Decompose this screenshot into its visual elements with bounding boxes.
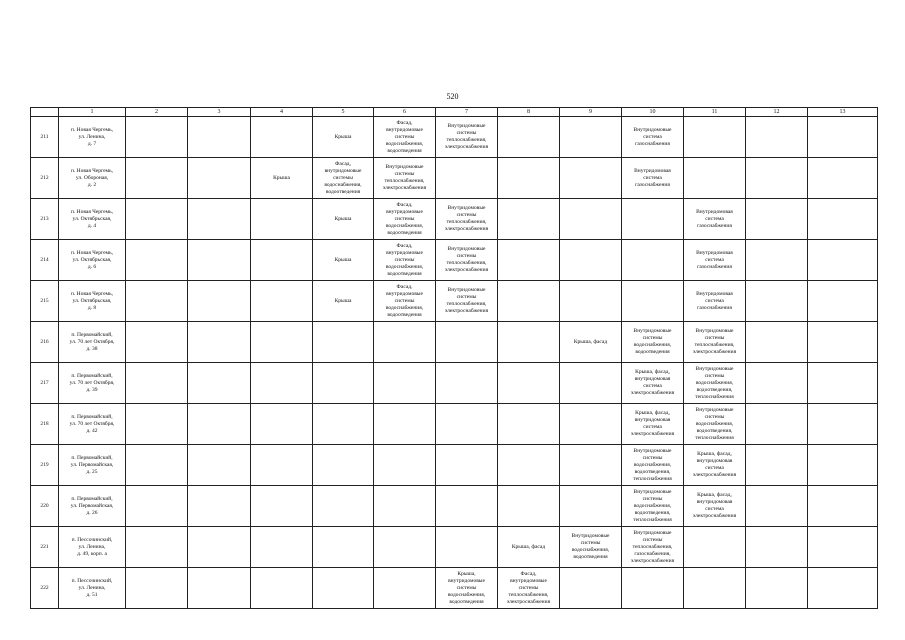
table-cell bbox=[374, 486, 436, 527]
row-number: 214 bbox=[31, 240, 59, 281]
table-cell: Крыша bbox=[313, 240, 374, 281]
table-cell bbox=[498, 240, 560, 281]
row-number: 220 bbox=[31, 486, 59, 527]
table-cell bbox=[188, 240, 251, 281]
table-row bbox=[31, 527, 878, 568]
table-cell: Внутридомовые системы водоснабжения, водоотведения, теплоснабжения bbox=[622, 486, 684, 527]
table-row bbox=[31, 199, 878, 240]
table-cell: Крыша, фасад, внутридомовая система электроснабжения bbox=[622, 363, 684, 404]
header-cell: 11 bbox=[684, 108, 746, 117]
table-cell bbox=[126, 240, 188, 281]
table-row bbox=[31, 281, 878, 322]
table-cell bbox=[126, 117, 188, 158]
table-cell bbox=[746, 404, 808, 445]
repair-schedule-table bbox=[30, 107, 878, 609]
table-cell: Внутридомовые системы теплоснабжения, электроснабжения bbox=[436, 117, 498, 158]
header-cell: 6 bbox=[374, 108, 436, 117]
header-cell: 8 bbox=[498, 108, 560, 117]
table-cell bbox=[746, 199, 808, 240]
table-cell: Крыша, фасад bbox=[560, 322, 622, 363]
table-cell: Крыша, фасад, внутридомовая система электроснабжения bbox=[684, 486, 746, 527]
table-cell bbox=[808, 117, 878, 158]
table-cell bbox=[188, 117, 251, 158]
table-cell bbox=[808, 240, 878, 281]
table-cell: Фасад, внутридомовые системы теплоснабжения, электроснабжения bbox=[498, 568, 560, 609]
address-cell: п. Первомайский, ул. 70 лет Октября, д. 38 bbox=[59, 322, 126, 363]
address-cell: п. Первомайский, ул. Первомайская, д. 25 bbox=[59, 445, 126, 486]
table-cell bbox=[251, 322, 313, 363]
table-cell: Внутридомовая система газоснабжения bbox=[622, 158, 684, 199]
table-cell bbox=[808, 199, 878, 240]
table-cell bbox=[560, 568, 622, 609]
table-cell bbox=[313, 568, 374, 609]
table-cell bbox=[808, 527, 878, 568]
table-cell bbox=[808, 404, 878, 445]
table-row bbox=[31, 117, 878, 158]
table-cell bbox=[251, 363, 313, 404]
table-cell bbox=[374, 363, 436, 404]
table-cell bbox=[560, 363, 622, 404]
row-number: 221 bbox=[31, 527, 59, 568]
table-cell bbox=[126, 568, 188, 609]
address-cell: п. Первомайский, ул. 70 лет Октября, д. 42 bbox=[59, 404, 126, 445]
table-cell bbox=[436, 158, 498, 199]
header-cell: 2 bbox=[126, 108, 188, 117]
table-row bbox=[31, 240, 878, 281]
table-cell: Фасад, внутридомовые системы водоснабжения, водоотведения bbox=[313, 158, 374, 199]
table-cell bbox=[374, 404, 436, 445]
table-cell bbox=[560, 445, 622, 486]
table-row bbox=[31, 445, 878, 486]
table-cell bbox=[808, 568, 878, 609]
table-cell bbox=[498, 404, 560, 445]
table-cell bbox=[313, 486, 374, 527]
table-cell bbox=[436, 445, 498, 486]
table-row bbox=[31, 486, 878, 527]
table-cell: Внутридомовые системы водоснабжения, водоотведения, теплоснабжения bbox=[684, 363, 746, 404]
row-number: 211 bbox=[31, 117, 59, 158]
header-cell: 12 bbox=[746, 108, 808, 117]
table-cell: Фасад, внутридомовые системы водоснабжения, водоотведения bbox=[374, 117, 436, 158]
table-cell bbox=[560, 404, 622, 445]
table-cell bbox=[560, 158, 622, 199]
table-cell: Крыша, фасад bbox=[498, 527, 560, 568]
table-row bbox=[31, 322, 878, 363]
address-cell: п. Новая Чергемь, ул. Октябрьская, д. 6 bbox=[59, 240, 126, 281]
row-number: 216 bbox=[31, 322, 59, 363]
table-cell bbox=[374, 527, 436, 568]
header-cell: 4 bbox=[251, 108, 313, 117]
table-cell bbox=[126, 158, 188, 199]
table-cell: Фасад, внутридомовые системы водоснабжения, водоотведения bbox=[374, 240, 436, 281]
table-cell bbox=[498, 322, 560, 363]
page-number: 520 bbox=[446, 92, 459, 101]
table-cell bbox=[498, 486, 560, 527]
table-cell bbox=[251, 117, 313, 158]
address-cell: п. Новая Чергемь, ул. Ленина, д. 7 bbox=[59, 117, 126, 158]
table-cell bbox=[313, 322, 374, 363]
table-cell bbox=[498, 199, 560, 240]
table-cell bbox=[746, 527, 808, 568]
table-cell bbox=[436, 363, 498, 404]
table-cell bbox=[126, 404, 188, 445]
table-cell: Внутридомовые системы водоснабжения, водоотведения, теплоснабжения bbox=[622, 445, 684, 486]
table-cell: Крыша bbox=[313, 199, 374, 240]
table-cell: Внутридомовые системы теплоснабжения, электроснабжения bbox=[436, 199, 498, 240]
table-cell: Фасад, внутридомовые системы водоснабжения, водоотведения bbox=[374, 199, 436, 240]
table-cell bbox=[436, 486, 498, 527]
table-cell bbox=[560, 281, 622, 322]
table-cell bbox=[808, 322, 878, 363]
table-cell: Внутридомовые системы водоснабжения, водоотведения, теплоснабжения bbox=[684, 404, 746, 445]
table-cell bbox=[436, 404, 498, 445]
table-cell bbox=[622, 199, 684, 240]
header-cell: 5 bbox=[313, 108, 374, 117]
table-cell bbox=[622, 281, 684, 322]
table-cell bbox=[808, 281, 878, 322]
table-cell bbox=[188, 322, 251, 363]
address-cell: п. Новая Чергемь, ул. Октябрьская, д. 8 bbox=[59, 281, 126, 322]
address-cell: п. Первомайский, ул. 70 лет Октября, д. 39 bbox=[59, 363, 126, 404]
table-cell bbox=[251, 281, 313, 322]
address-cell: п. Новая Чергемь, ул. Обороная, д. 2 bbox=[59, 158, 126, 199]
table-cell bbox=[560, 240, 622, 281]
table-cell bbox=[251, 527, 313, 568]
table-cell bbox=[188, 404, 251, 445]
table-cell bbox=[498, 281, 560, 322]
header-cell: 13 bbox=[808, 108, 878, 117]
table-cell bbox=[560, 199, 622, 240]
table-cell bbox=[126, 527, 188, 568]
table-cell bbox=[498, 158, 560, 199]
table-cell bbox=[313, 363, 374, 404]
row-number: 212 bbox=[31, 158, 59, 199]
table-cell bbox=[126, 322, 188, 363]
table-row bbox=[31, 363, 878, 404]
table-cell bbox=[251, 199, 313, 240]
table-cell bbox=[251, 568, 313, 609]
address-cell: п. Новая Чергемь, ул. Октябрьская, д. 4 bbox=[59, 199, 126, 240]
table-cell bbox=[746, 322, 808, 363]
table-cell: Внутридомовые системы теплоснабжения, электроснабжения bbox=[436, 240, 498, 281]
table-cell: Крыша bbox=[251, 158, 313, 199]
table-cell bbox=[188, 445, 251, 486]
table-cell bbox=[126, 486, 188, 527]
table-cell bbox=[126, 445, 188, 486]
table-cell bbox=[313, 445, 374, 486]
header-cell: 7 bbox=[436, 108, 498, 117]
table-cell bbox=[808, 158, 878, 199]
row-number: 218 bbox=[31, 404, 59, 445]
table-cell bbox=[498, 363, 560, 404]
table-cell bbox=[746, 486, 808, 527]
table-cell bbox=[188, 363, 251, 404]
table-cell: Внутридомовая система газоснабжения bbox=[684, 199, 746, 240]
row-number: 215 bbox=[31, 281, 59, 322]
table-cell bbox=[188, 486, 251, 527]
address-cell: п. Первомайский, ул. Первомайская, д. 26 bbox=[59, 486, 126, 527]
table-cell bbox=[188, 281, 251, 322]
header-cell: 1 bbox=[59, 108, 126, 117]
table-cell bbox=[746, 363, 808, 404]
table-cell bbox=[251, 445, 313, 486]
table-cell bbox=[126, 281, 188, 322]
table-cell bbox=[188, 568, 251, 609]
table-cell bbox=[684, 527, 746, 568]
table-cell bbox=[808, 445, 878, 486]
table-cell bbox=[251, 486, 313, 527]
table-cell bbox=[622, 240, 684, 281]
table-cell bbox=[684, 117, 746, 158]
table-cell: Крыша, внутридомовые системы водоснабжения, водоотведения bbox=[436, 568, 498, 609]
table-cell bbox=[126, 199, 188, 240]
table-cell bbox=[188, 199, 251, 240]
table-cell bbox=[560, 486, 622, 527]
table-cell bbox=[684, 568, 746, 609]
table-cell: Крыша, фасад, внутридомовая система электроснабжения bbox=[684, 445, 746, 486]
header-cell: 9 bbox=[560, 108, 622, 117]
table-cell bbox=[498, 117, 560, 158]
table-cell bbox=[436, 322, 498, 363]
table-cell: Внутридомовые системы теплоснабжения, электроснабжения bbox=[374, 158, 436, 199]
table-cell bbox=[746, 117, 808, 158]
table-cell: Внутридомовая система газоснабжения bbox=[684, 281, 746, 322]
table-cell bbox=[313, 404, 374, 445]
table-cell bbox=[313, 527, 374, 568]
table-cell bbox=[808, 486, 878, 527]
table-cell: Внутридомовые система газоснабжения bbox=[622, 117, 684, 158]
table-cell: Крыша bbox=[313, 117, 374, 158]
table-cell: Крыша, фасад, внутридомовая система электроснабжения bbox=[622, 404, 684, 445]
table-cell: Фасад, внутридомовые системы водоснабжения, водоотведения bbox=[374, 281, 436, 322]
table-cell bbox=[251, 240, 313, 281]
table-cell: Внутридомовая система газоснабжения bbox=[684, 240, 746, 281]
header-cell: 10 bbox=[622, 108, 684, 117]
header-row bbox=[31, 108, 878, 117]
table-row bbox=[31, 158, 878, 199]
table-cell bbox=[188, 527, 251, 568]
table-cell bbox=[684, 158, 746, 199]
table-cell bbox=[374, 568, 436, 609]
row-number: 219 bbox=[31, 445, 59, 486]
row-number: 213 bbox=[31, 199, 59, 240]
table-cell bbox=[498, 445, 560, 486]
table-cell: Внутридомовые системы водоснабжения, водоотведения bbox=[622, 322, 684, 363]
address-cell: п. Пессочинский, ул. Ленина, д. 51 bbox=[59, 568, 126, 609]
address-cell: п. Пессочинский, ул. Ленина, д. 49, корп. а bbox=[59, 527, 126, 568]
table-cell bbox=[126, 363, 188, 404]
header-cell: 3 bbox=[188, 108, 251, 117]
table-cell bbox=[746, 568, 808, 609]
table-cell: Внутридомовые системы теплоснабжения, электроснабжения bbox=[684, 322, 746, 363]
table-cell: Внутридомовые системы водоснабжения, водоотведения bbox=[560, 527, 622, 568]
table-cell bbox=[746, 281, 808, 322]
table-cell bbox=[436, 527, 498, 568]
table-cell bbox=[808, 363, 878, 404]
row-number: 222 bbox=[31, 568, 59, 609]
table-cell bbox=[374, 445, 436, 486]
table-row bbox=[31, 404, 878, 445]
header-cell-index bbox=[31, 108, 59, 117]
row-number: 217 bbox=[31, 363, 59, 404]
table-cell bbox=[560, 117, 622, 158]
table-cell bbox=[188, 158, 251, 199]
table-row bbox=[31, 568, 878, 609]
table-cell bbox=[622, 568, 684, 609]
table-cell bbox=[746, 240, 808, 281]
table-cell bbox=[746, 158, 808, 199]
table-cell bbox=[746, 445, 808, 486]
table-cell: Внутридомовые системы теплоснабжения, газоснабжения, электроснабжения bbox=[622, 527, 684, 568]
table-cell bbox=[251, 404, 313, 445]
table-cell bbox=[374, 322, 436, 363]
table-cell: Крыша bbox=[313, 281, 374, 322]
table-cell: Внутридомовые системы теплоснабжения, электроснабжения bbox=[436, 281, 498, 322]
